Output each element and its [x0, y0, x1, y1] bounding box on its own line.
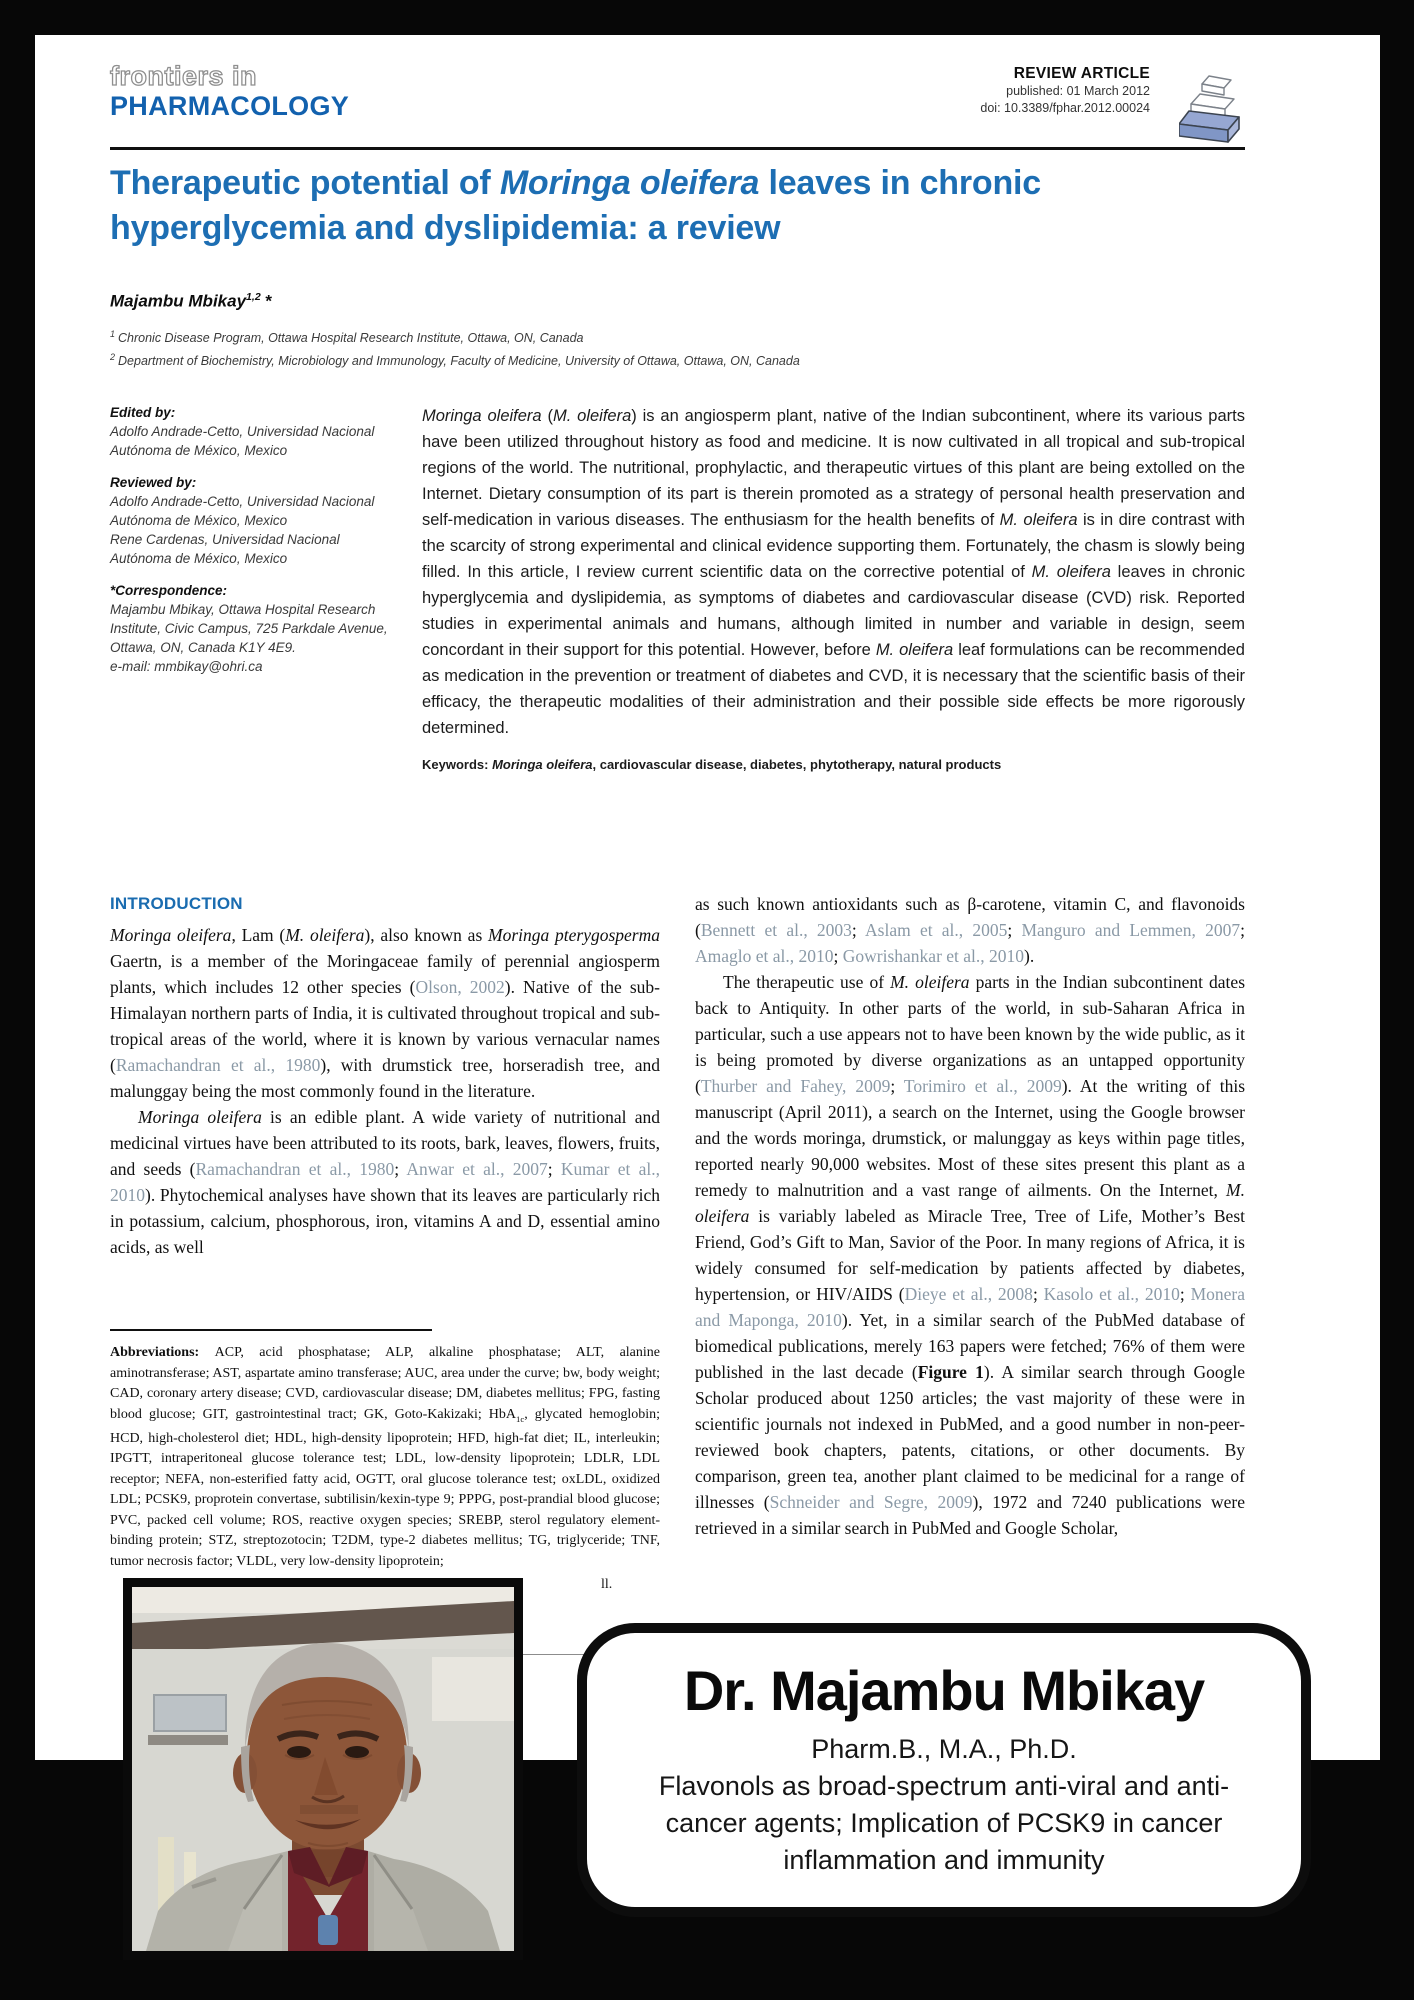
- page-title-line1: Therapeutic potential of Moringa oleifera leaves in chronic: [110, 164, 1041, 202]
- intro-paragraph-2: Moringa oleifera is an edible plant. A wide variety of nutritional and medicinal virtues have been attributed to its roots, bark, leaves, flowers, fruits, and seeds (Ramachandran et al., 1980; Anwar et al., 2007; Kumar et al., 2010). Phytochemical analyses have shown that its leaves are particularly rich in potassium, calcium, phosphorous, iron, vitamins A and D, essential amino acids, as well: [110, 1107, 660, 1257]
- edited-by-entry: Adolfo Andrade-Cetto, Universidad Nacional Autónoma de México, Mexico: [110, 424, 375, 458]
- affiliation-2-sup: 2: [110, 352, 116, 363]
- article-type-label: REVIEW ARTICLE: [1013, 65, 1150, 82]
- affiliation-1-text: Chronic Disease Program, Ottawa Hospital Research Institute, Ottawa, ON, Canada: [118, 331, 584, 346]
- published-date: published: 01 March 2012: [1006, 84, 1150, 98]
- editorial-sidebar: [110, 403, 398, 774]
- correspondence-address: Majambu Mbikay, Ottawa Hospital Research Institute, Civic Campus, 725 Parkdale Avenue, Ottawa, ON, Canada K1Y 4E9.: [110, 602, 388, 655]
- intro-paragraph-3: as such known antioxidants such as β-carotene, vitamin C, and flavonoids (Bennett et al., 2003; Aslam et al., 2005; Manguro and Lemmen, 2007; Amaglo et al., 2010; Gowrishankar et al., 2010).: [695, 894, 1245, 966]
- reviewed-by-entry-2: Rene Cardenas, Universidad Nacional Autónoma de México, Mexico: [110, 532, 340, 566]
- keywords-line: Keywords: Moringa oleifera, cardiovascular disease, diabetes, phytotherapy, natural products: [422, 757, 1002, 772]
- correspondence-label: *Correspondence:: [110, 583, 228, 598]
- correspondence-block: [110, 581, 398, 676]
- journal-brand: [110, 61, 349, 121]
- page-title: [110, 161, 1270, 251]
- affiliation-2: [110, 348, 800, 371]
- reviewed-by-entry-1: Adolfo Andrade-Cetto, Universidad Nacional Autónoma de México, Mexico: [110, 494, 375, 528]
- frontiers-logo-icon: [1179, 73, 1245, 143]
- header-meta: [980, 65, 1150, 117]
- profile-research-topics: Flavonols as broad-spectrum anti-viral and anti-cancer agents; Implication of PCSK9 in cancer inflammation and immunity: [658, 1770, 1230, 1875]
- portrait-photo: [123, 1578, 523, 1960]
- abbreviations-footnote: Abbreviations: ACP, acid phosphatase; ALP, alkaline phosphatase; ALT, alanine aminotransferase; AST, aspartate amino transferase; AUC, area under the curve; bw, body weight; CAD, coronary artery disease; CVD, cardiovascular disease; DM, diabetes mellitus; FPG, fasting blood glucose; GIT, gastrointestinal tract; GK, Goto-Kakizaki; HbA$_{1c}$, glycated hemoglobin; HCD, high-cholesterol diet; HDL, high-density lipoprotein; HFD, high-fat diet; IL, interleukin; IPGTT, intraperitoneal glucose tolerance test; LDL, low-density lipoprotein; LDLR, LDL receptor; NEFA, non-esterified fatty acid, OGTT, oral glucose tolerance test; oxLDL, oxidized LDL; PCSK9, proprotein convertase, subtilisin/kexin-type 9; PPPG, post-prandial blood glucose; PVC, packed cell volume; ROS, reactive oxygen species; SREBP, sterol regulatory element-binding protein; STZ, streptozotocin; T2DM, type-2 diabetes mellitus; TG, triglyceride; TNF, tumor necrosis factor; VLDL, very low-density lipoprotein;: [110, 1345, 660, 1569]
- abstract-column: [422, 403, 1245, 774]
- intro-paragraph-4: The therapeutic use of M. oleifera parts in the Indian subcontinent dates back to Antiquity. In other parts of the world, in sub-Saharan Africa in particular, such a use appears not to have been known by the wide public, as it is being promoted by diverse organizations as an untapped opportunity (Thurber and Fahey, 2009; Torimiro et al., 2009). At the writing of this manuscript (April 2011), a search on the Internet, using the Google browser and the words moringa, drumstick, or malunggay as keys within page titles, reported nearly 90,000 websites. Most of these sites present this plant as a remedy to malnutrition and a vast range of ailments. On the Internet, M. oleifera is variably labeled as Miracle Tree, Tree of Life, Mother’s Best Friend, God’s Gift to Man, Savior of the Poor. In many regions of Africa, it is widely consumed for self-medication by patients affected by diabetes, hypertension, or HIV/AIDS (Dieye et al., 2008; Kasolo et al., 2010; Monera and Maponga, 2010). Yet, in a similar search of the PubMed database of biomedical publications, merely 163 papers were fetched; 76% of them were published in the last decade (Figure 1). A similar search through Google Scholar produced about 1250 articles; the vast majority of these were in scientific journals not indexed in PubMed, and a good number in non-peer-reviewed book chapters, patents, citations, or other documents. By comparison, green tea, another plant claimed to be medicinal for a range of illnesses (Schneider and Segre, 2009), 1972 and 7240 publications were retrieved in a similar search in PubMed and Google Scholar,: [695, 972, 1246, 1538]
- reviewed-by-block: [110, 473, 398, 568]
- left-column: [110, 891, 661, 1569]
- author-line: Majambu Mbikay$^{1,2}$ *: [110, 291, 273, 311]
- affiliation-2-text: Department of Biochemistry, Microbiology and Immunology, Faculty of Medicine, University of Ottawa, Ottawa, ON, Canada: [118, 354, 800, 369]
- header-rule: [110, 147, 1245, 150]
- edited-by-label: Edited by:: [110, 405, 176, 420]
- abstract-text: Moringa oleifera (M. oleifera) is an angiosperm plant, native of the Indian subcontinent, where its various parts have been utilized throughout history as food and medicine. It is now cultivated in all tropical and sub-tropical regions of the world. The nutritional, prophylactic, and therapeutic virtues of this plant are being extolled on the Internet. Dietary consumption of its part is therein promoted as a strategy of personal health preservation and self-medication in various diseases. The enthusiasm for the health benefits of M. oleifera is in dire contrast with the scarcity of strong experimental and clinical evidence supporting them. Fortunately, the chasm is slowly being filled. In this article, I review current scientific data on the corrective potential of M. oleifera leaves in chronic hyperglycemia and dyslipidemia, as symptoms of diabetes and cardiovascular disease (CVD) risk. Reported studies in experimental animals and humans, although limited in number and variable in design, seem concordant in their support for this potential. However, before M. oleifera leaf formulations can be recommended as medication in the prevention or treatment of diabetes and CVD, it is necessary that the scientific basis of their efficacy, the therapeutic modalities of their administration and their possible side effects be more rigorously determined.: [422, 407, 1246, 737]
- doi-text: doi: 10.3389/fphar.2012.00024: [980, 101, 1150, 115]
- affiliation-1: [110, 325, 800, 348]
- introduction-heading: INTRODUCTION: [110, 894, 243, 913]
- footnote-rule: [110, 1329, 432, 1331]
- lead-section: [110, 403, 1245, 774]
- profile-name: Dr. Majambu Mbikay: [683, 1659, 1205, 1723]
- affiliation-1-sup: 1: [110, 329, 116, 339]
- journal-brand-pharmacology: PHARMACOLOGY: [110, 91, 350, 121]
- affiliations: [110, 325, 800, 371]
- article-page: [35, 35, 1380, 1760]
- covered-text-fragment: ll.: [601, 1577, 613, 1592]
- page-title-line2: hyperglycemia and dyslipidemia: a review: [110, 209, 781, 247]
- journal-brand-frontiers: frontiers in: [110, 61, 258, 91]
- body-columns: [110, 891, 1246, 1569]
- correspondence-email[interactable]: e-mail: mmbikay@ohri.ca: [110, 659, 263, 674]
- profile-card: [577, 1623, 1311, 1917]
- reviewed-by-label: Reviewed by:: [110, 475, 197, 490]
- right-column: [695, 891, 1245, 1541]
- portrait-illustration: [132, 1587, 514, 1951]
- profile-credentials: Pharm.B., M.A., Ph.D.: [811, 1733, 1077, 1764]
- edited-by-block: [110, 403, 398, 460]
- intro-paragraph-1: Moringa oleifera, Lam (M. oleifera), also known as Moringa pterygosperma Gaertn, is a member of the Moringaceae family of perennial angiosperm plants, which includes 12 other species (Olson, 2002). Native of the sub-Himalayan northern parts of India, it is cultivated throughout tropical and sub-tropical areas of the world, where it is known by various vernacular names (Ramachandran et al., 1980), with drumstick tree, horseradish tree, and malunggay being the most commonly found in the literature.: [110, 925, 661, 1101]
